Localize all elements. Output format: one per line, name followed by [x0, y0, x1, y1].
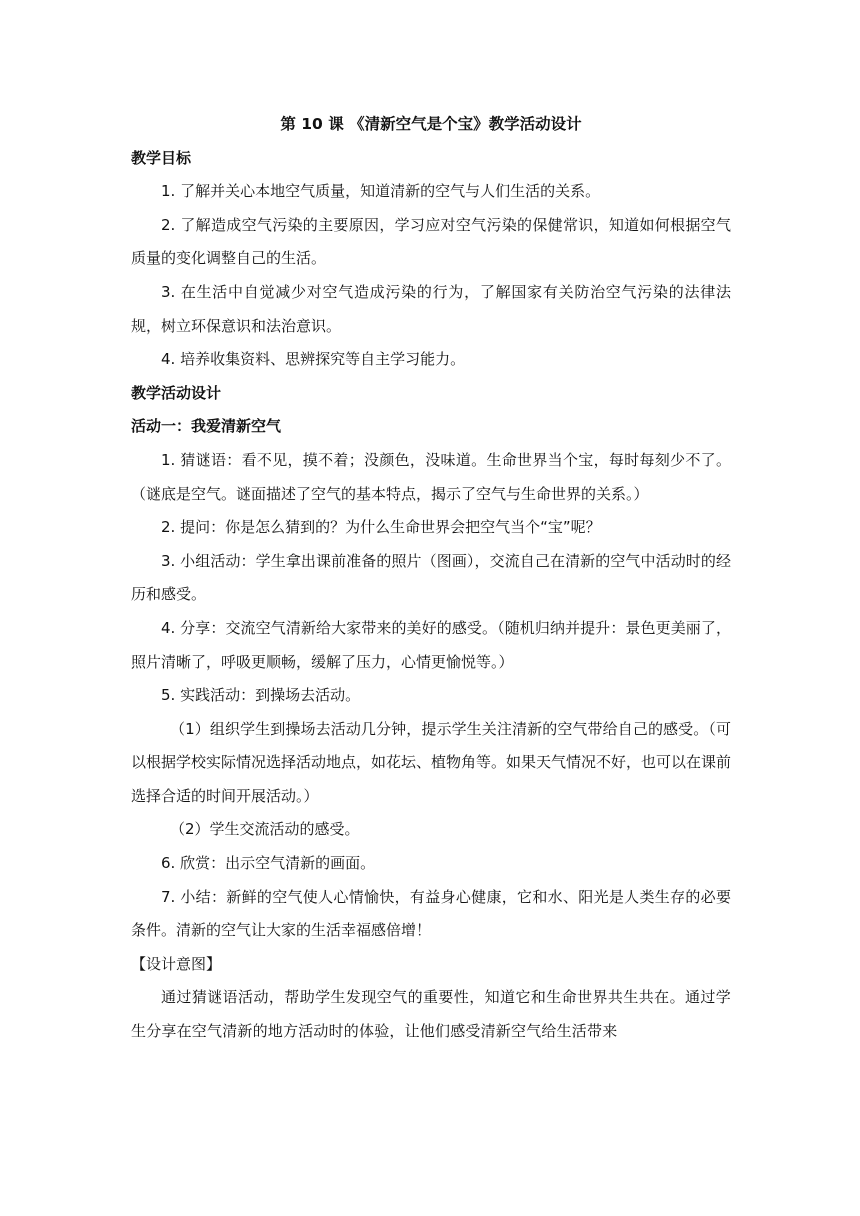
document-title: 第 10 课 《清新空气是个宝》教学活动设计 [280, 115, 582, 133]
activity-item: 4. 分享：交流空气清新给大家带来的美好的感受。（随机归纳并提升：景色更美丽了，照片清晰了，呼吸更顺畅，缓解了压力，心情更愉悦等。） [131, 618, 731, 671]
goal-item: 4. 培养收集资料、思辨探究等自主学习能力。 [161, 350, 466, 369]
activity1-heading: 活动一：我爱清新空气 [131, 417, 282, 436]
practice-sub-item: （1）组织学生到操场去活动几分钟，提示学生关注清新的空气带给自己的感受。（可以根据学校实际情况选择活动地点，如花坛、植物角等。如果天气情况不好，也可以在课前选择合适的时间开展活动。） [131, 719, 732, 805]
activity-item: 7. 小结：新鲜的空气使人心情愉快，有益身心健康，它和水、阳光是人类生存的必要条件。清新的空气让大家的生活幸福感倍增！ [131, 887, 731, 940]
practice-sub-item: （2）学生交流活动的感受。 [170, 820, 360, 839]
goal-item: 3. 在生活中自觉减少对空气造成污染的行为，了解国家有关防治空气污染的法律法规，树立环保意识和法治意识。 [131, 282, 731, 335]
activity-item: 5. 实践活动：到操场去活动。 [161, 686, 361, 705]
activity-item: 3. 小组活动：学生拿出课前准备的照片（图画），交流自己在清新的空气中活动时的经历和感受。 [131, 551, 731, 604]
design-heading: 教学活动设计 [131, 383, 222, 402]
activity-item: 2. 提问：你是怎么猜到的？为什么生命世界会把空气当个“宝”呢？ [161, 518, 601, 537]
goal-item: 2. 了解造成空气污染的主要原因，学习应对空气污染的保健常识，知道如何根据空气质量的变化调整自己的生活。 [131, 215, 731, 268]
document-body [131, 108, 731, 1049]
activity-item: 1. 猜谜语：看不见，摸不着；没颜色，没味道。生命世界当个宝，每时每刻少不了。（谜底是空气。谜面描述了空气的基本特点，揭示了空气与生命世界的关系。） [131, 450, 731, 503]
activity-item: 6. 欣赏：出示空气清新的画面。 [161, 854, 376, 873]
intent-text: 通过猜谜语活动，帮助学生发现空气的重要性，知道它和生命世界共生共在。通过学生分享在空气清新的地方活动时的体验，让他们感受清新空气给生活带来 [131, 988, 731, 1041]
intent-heading: 【设计意图】 [131, 954, 222, 973]
goal-item: 1. 了解并关心本地空气质量，知道清新的空气与人们生活的关系。 [161, 182, 601, 201]
goals-heading: 教学目标 [131, 148, 192, 167]
